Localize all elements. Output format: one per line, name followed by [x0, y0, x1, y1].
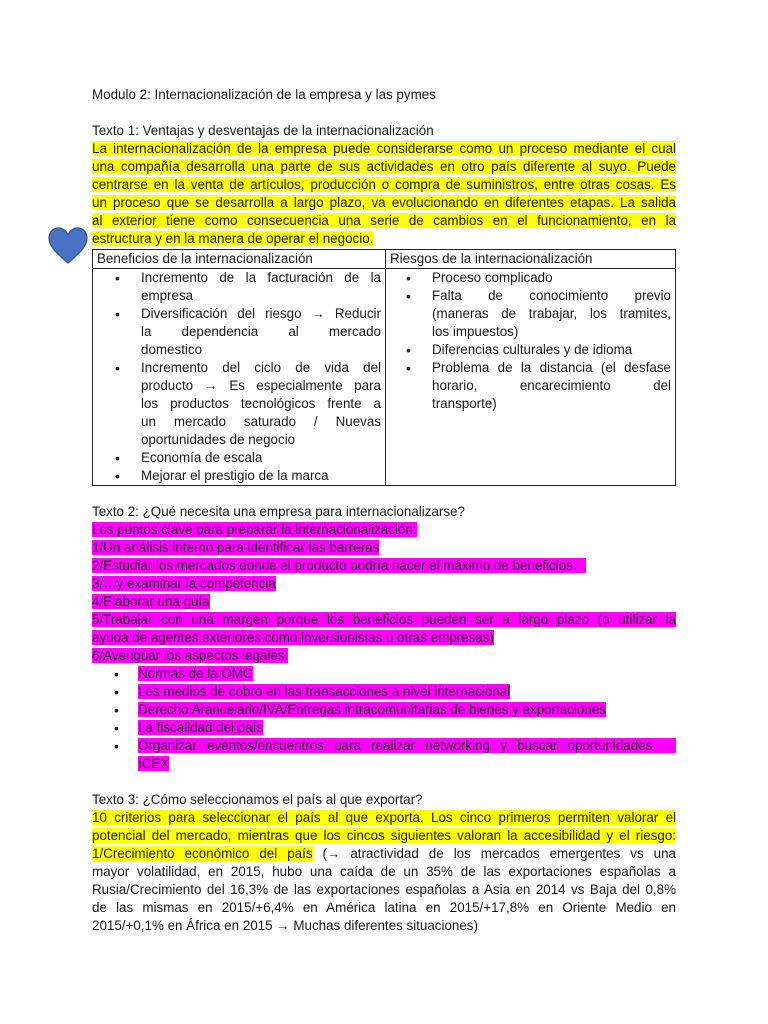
- legal-point: • Organizar eventos/encuentros para realizar networking y buscar oportunidades → ICEX: [92, 737, 676, 773]
- risk-item: • Problema de la distancia (el desfase horario, encarecimiento del transporte): [390, 359, 671, 413]
- risks-cell: [386, 269, 676, 486]
- benefit-item: • Economía de escala: [97, 449, 381, 467]
- paragraph-line: de las mismas en 2015/+6,4% en América latina en 2015/+17,8% en Oriente Medio en: [92, 900, 676, 915]
- key-point-line: 6/Averiguar los aspectos legales:: [92, 648, 289, 663]
- text2-key-points: [92, 521, 676, 665]
- paragraph-line: una compañía desarrolla una parte de sus actividades en otro país diferente al suyo. Puede: [92, 159, 676, 174]
- key-point-line: 2/Estudiar los mercados donde el producto podría hacer el máximo de beneficios…: [92, 558, 587, 573]
- paragraph-line: potencial del mercado, mientras que los cincos siguientes valoran la accesibilidad y el riesgo:: [92, 828, 676, 843]
- legal-point: • La fiscalidad del país: [92, 719, 676, 737]
- paragraph-line: (→ atractividad de los mercados emergentes vs una: [312, 846, 677, 861]
- paragraph-line: La internacionalización de la empresa puede considerarse como un proceso mediante el cual: [92, 141, 676, 156]
- text2-heading: Texto 2: ¿Qué necesita una empresa para internacionalizarse?: [92, 504, 465, 519]
- text3-paragraph: [92, 809, 676, 935]
- key-point-line: Los puntos clave para preparar la internacionalización:: [92, 522, 417, 537]
- legal-points-list: [92, 665, 676, 773]
- document-title: Modulo 2: Internacionalización de la empresa y las pymes: [92, 87, 436, 102]
- legal-point: • Derecho Arancelario/IVA/Entregas intracomunitarias de bienes y exportaciones: [92, 701, 676, 719]
- risk-item: • Falta de conocimiento previo (maneras de trabajar, los tramites, los impuestos): [390, 287, 671, 341]
- paragraph-line: al exterior tiene como consecuencia una serie de cambios en el funcionamiento, en la: [92, 213, 676, 228]
- risk-item: • Proceso complicado: [390, 269, 671, 287]
- heart-icon: [48, 227, 88, 265]
- criterion-1-label: 1/Crecimiento económico del país: [92, 846, 313, 861]
- paragraph-line: centrarse en la venta de artículos, producción o compra de suministros, entre otras cosas. Es: [92, 177, 676, 192]
- text1-paragraph: [92, 140, 676, 248]
- paragraph-line: 2015/+0,1% en África en 2015 → Muchas diferentes situaciones): [92, 918, 478, 933]
- key-point-line: 1/Un análisis interno para identificar las barreras: [92, 540, 380, 555]
- key-point-line: ayuda de agentes exteriores como inversionistas u otras empresas): [92, 630, 494, 645]
- risks-header: Riesgos de la internacionalización: [386, 250, 676, 269]
- benefit-item: • Diversificación del riesgo → Reducir la dependencia al mercado domestico: [97, 305, 381, 359]
- key-point-line: 3/…y examinar la competencia: [92, 576, 276, 591]
- text3-heading: Texto 3: ¿Cómo seleccionamos el país al que exportar?: [92, 792, 423, 807]
- paragraph-line: estructura y en la manera de operar el negocio.: [92, 231, 374, 246]
- paragraph-line: 10 criterios para seleccionar el país al que exporta. Los cinco primeros permiten valorar el: [92, 810, 676, 825]
- paragraph-line: Rusia/Crecimiento del 16,3% de las exportaciones españolas a Asia en 2014 vs Baja del 0,8%: [92, 882, 676, 897]
- benefits-header: Beneficios de la internacionalización: [93, 250, 386, 269]
- benefit-item: • Mejorar el prestigio de la marca: [97, 467, 381, 485]
- document-body: [92, 86, 676, 935]
- key-point-line: 5/Trabajar con una margen porque los beneficios pueden ser a largo plazo (o utilizar la: [92, 612, 676, 627]
- paragraph-line: mayor volatilidad, en 2015, hubo una caída de un 35% de las exportaciones españolas a: [92, 864, 676, 879]
- legal-point: • Los medios de cobro en las transacciones a nivel internacional: [92, 683, 676, 701]
- benefits-cell: [93, 269, 386, 486]
- benefit-item: • Incremento de la facturación de la empresa: [97, 269, 381, 305]
- key-point-line: 4/Elaborar una guía: [92, 594, 210, 609]
- paragraph-line: un proceso que se desarrolla a largo plazo, va evolucionando en diferentes etapas. La salida: [92, 195, 676, 210]
- text1-heading: Texto 1: Ventajas y desventajas de la internacionalización: [92, 123, 434, 138]
- benefit-item: • Incremento del ciclo de vida del producto → Es especialmente para los productos tecnológicos frente a un mercado saturado / Nuevas oportunidades de negocio: [97, 359, 381, 449]
- benefits-risks-table: [92, 249, 676, 486]
- legal-point: • Normas de la OMC: [92, 665, 676, 683]
- risk-item: • Diferencias culturales y de idioma: [390, 341, 671, 359]
